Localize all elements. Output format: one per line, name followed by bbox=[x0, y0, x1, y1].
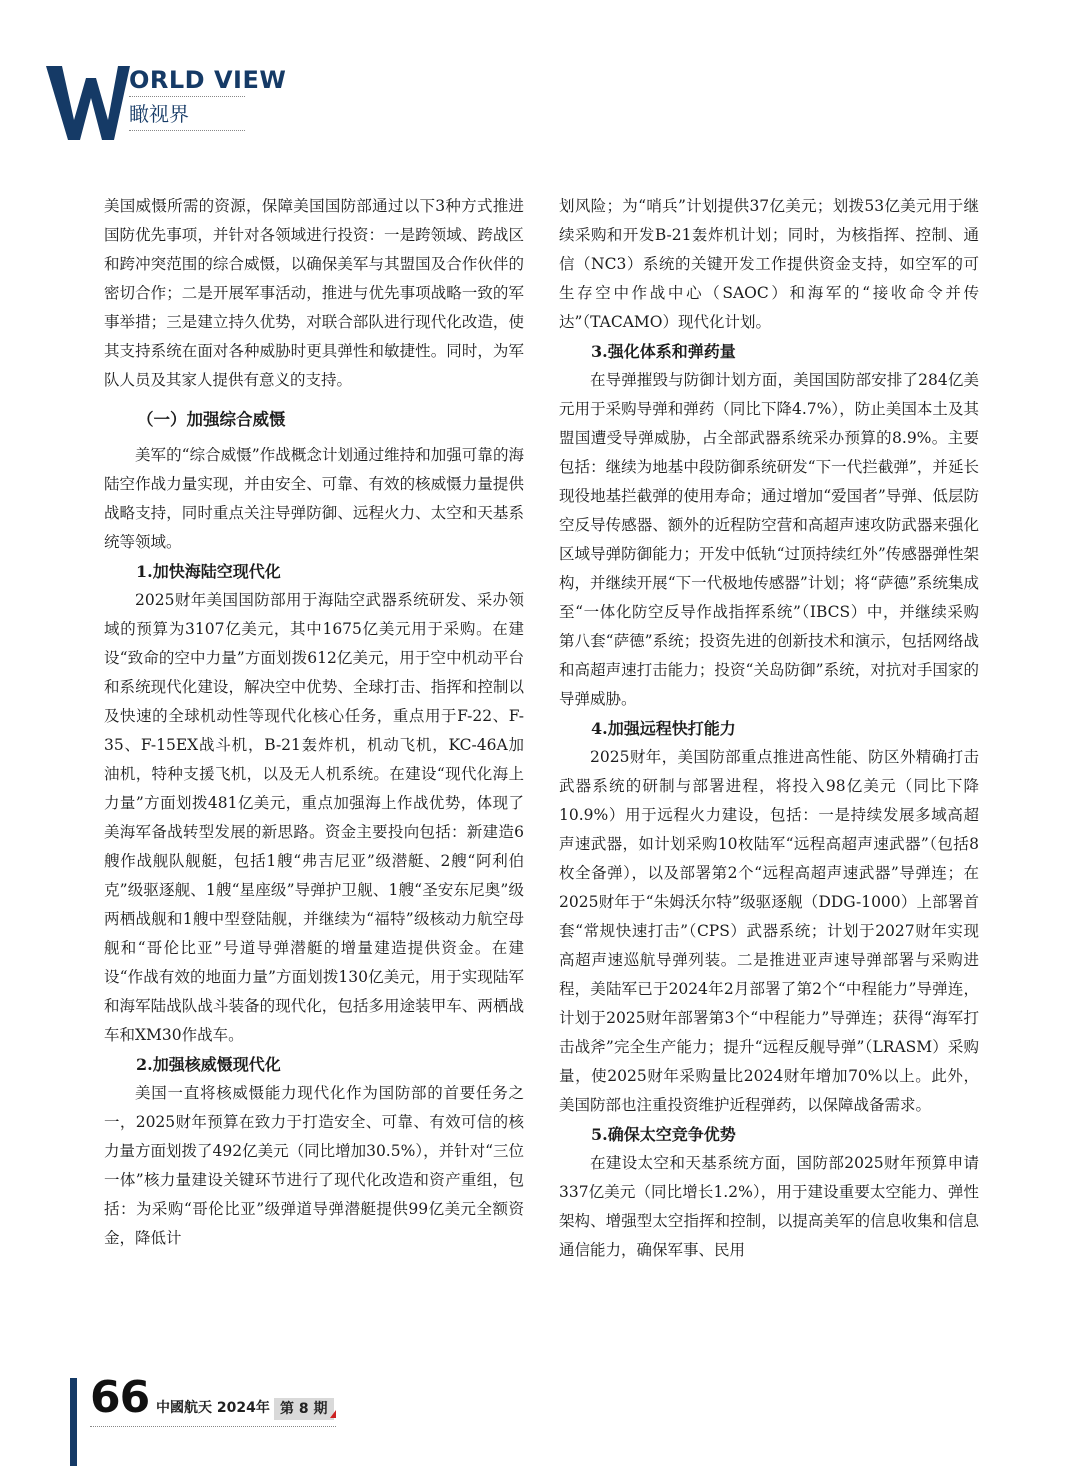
page-number: 66 bbox=[90, 1372, 150, 1423]
footer-accent-bar bbox=[70, 1378, 77, 1466]
body-paragraph: 美国一直将核威慑能力现代化作为国防部的首要任务之一，2025财年预算在致力于打造安全、可靠、有效可信的核力量方面划拨了492亿美元（同比增加30.5%），并针对“三位一体”核力量建设关键环节进行了现代化改造和资产重组，包括：为采购“哥伦比亚”级弹道导弹潜艇提供99亿美元全额资金，降低计 bbox=[104, 1084, 525, 1247]
subsection-heading: 1.加快海陆空现代化 bbox=[136, 562, 281, 581]
footer-divider bbox=[90, 1426, 336, 1427]
logo-title: ORLD VIEW bbox=[129, 66, 287, 94]
logo-w-mark bbox=[46, 64, 130, 142]
issue-corner-mark bbox=[330, 1410, 336, 1418]
subsection-heading: 3.强化体系和弹药量 bbox=[591, 342, 736, 361]
section-heading: （一）加强综合威慑 bbox=[137, 410, 286, 429]
body-paragraph: 2025财年，美国防部重点推进高性能、防区外精确打击武器系统的研制与部署进程，将投入98亿美元（同比下降10.9%）用于远程火力建设，包括：一是持续发展多域高超声速武器，如计划采购10枚陆军“远程高超声速武器”（包括8枚全备弹），以及部署第2个“远程高超声速武器”导弹连；在2025财年于“朱姆沃尔特”级驱逐舰（DDG-1000）上部署首套“常规快速打击”（CPS）武器系统；计划于2027财年实现高超声速巡航导弹列装。二是推进亚声速导弹部署与采购进程，美陆军已于2024年2月部署了第2个“中程能力”导弹连，计划于2025财年部署第3个“中程能力”导弹连；获得“海军打击战斧”完全生产能力；提升“远程反舰导弹”（LRASM）采购量，使2025财年采购量比2024财年增加70%以上。此外，美国防部也注重投资维护近程弹药，以保障战备需求。 bbox=[559, 748, 979, 1114]
body-paragraph: 划风险；为“哨兵”计划提供37亿美元；划拨53亿美元用于继续采购和开发B-21轰炸机计划；同时，为核指挥、控制、通信（NC3）系统的关键开发工作提供资金支持，如空军的可生存空中作战中心（SAOC）和海军的“接收命令并传达”（TACAMO）现代化计划。 bbox=[559, 197, 979, 331]
subsection-heading: 5.确保太空竞争优势 bbox=[591, 1125, 736, 1144]
magazine-name: 中國航天 2024年 bbox=[156, 1400, 270, 1416]
subsection-heading: 4.加强远程快打能力 bbox=[591, 719, 736, 738]
body-paragraph: 在导弹摧毁与防御计划方面，美国国防部安排了284亿美元用于采购导弹和弹药（同比下降4.7%），防止美国本土及其盟国遭受导弹威胁，占全部武器系统采办预算的8.9%。主要包括：继续为地基中段防御系统研发“下一代拦截弹”，并延长现役地基拦截弹的使用寿命；通过增加“爱国者”导弹、低层防空反导传感器、额外的近程防空营和高超声速攻防武器来强化区域导弹防御能力；开发中低轨“过顶持续红外”传感器弹性架构，并继续开展“下一代极地传感器”计划；将“萨德”系统集成至“一体化防空反导作战指挥系统”（IBCS）中，并继续采购第八套“萨德”系统；投资先进的创新技术和演示，包括网络战和高超声速打击能力；投资“关岛防御”系统，对抗对手国家的导弹威胁。 bbox=[559, 371, 979, 708]
body-paragraph: 美军的“综合威慑”作战概念计划通过维持和加强可靠的海陆空作战力量实现，并由安全、可靠、有效的核威慑力量提供战略支持，同时重点关注导弹防御、远程火力、太空和天基系统等领域。 bbox=[104, 446, 524, 551]
right-column bbox=[559, 192, 979, 1265]
body-paragraph: 2025财年美国国防部用于海陆空武器系统研发、采办领域的预算为3107亿美元，其中1675亿美元用于采购。在建设“致命的空中力量”方面划拨612亿美元，用于空中机动平台和系统现代化建设，解决空中优势、全球打击、指挥和控制以及快速的全球机动性等现代化核心任务，重点用于F-22、F-35、F-15EX战斗机，B-21轰炸机，机动飞机，KC-46A加油机，特种支援飞机，以及无人机系统。在建设“现代化海上力量”方面划拨481亿美元，重点加强海上作战优势，体现了美海军备战转型发展的新思路。资金主要投向包括：新建造6艘作战舰队舰艇，包括1艘“弗吉尼亚”级潜艇、2艘“阿利伯克”级驱逐舰、1艘“星座级”导弹护卫舰、1艘“圣安东尼奥”级两栖战舰和1艘中型登陆舰，并继续为“福特”级核动力航空母舰和“哥伦比亚”号道导弹潜艇的增量建造提供资金。在建设“作战有效的地面力量”方面划拨130亿美元，用于实现陆军和海军陆战队战斗装备的现代化，包括多用途装甲车、两栖战车和XM30作战车。 bbox=[104, 591, 524, 1044]
logo-subtitle: 瞰视界 bbox=[129, 102, 189, 126]
logo-divider-bottom bbox=[129, 130, 245, 131]
logo-divider bbox=[129, 96, 245, 97]
body-paragraph: 在建设太空和天基系统方面，国防部2025财年预算申请337亿美元（同比增长1.2%），用于建设重要太空能力、弹性架构、增强型太空指挥和控制，以提高美军的信息收集和信息通信能力，确保军事、民用 bbox=[559, 1154, 979, 1259]
body-paragraph: 美国威慑所需的资源，保障美国国防部通过以下3种方式推进国防优先事项，并针对各领域进行投资：一是跨领域、跨战区和跨冲突范围的综合威慑，以确保美军与其盟国及合作伙伴的密切合作；二是开展军事活动，推进与优先事项战略一致的军事举措；三是建立持久优势，对联合部队进行现代化改造，使其支持系统在面对各种威胁时更具弹性和敏捷性。同时，为军队人员及其家人提供有意义的支持。 bbox=[104, 197, 524, 389]
subsection-heading: 2.加强核威慑现代化 bbox=[136, 1055, 281, 1074]
issue-label: 第 8 期 bbox=[274, 1398, 334, 1420]
left-column bbox=[104, 192, 524, 1253]
